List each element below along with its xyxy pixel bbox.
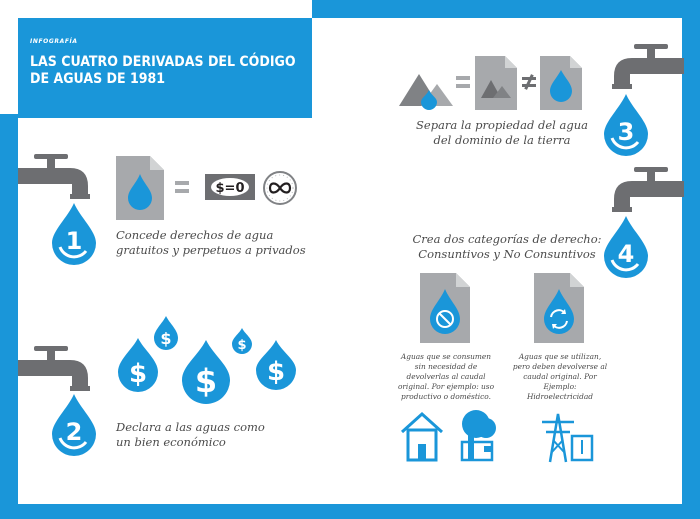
document-consumptive-icon	[420, 273, 470, 343]
frame-mid	[18, 114, 312, 118]
equals-icon	[456, 76, 470, 88]
money-drop-3	[182, 340, 230, 404]
zero-money-label: $=0	[215, 181, 245, 196]
header-kicker: INFOGRAFÍA	[30, 38, 78, 45]
money-drops-icon	[110, 310, 300, 402]
document-nonconsumptive-icon	[534, 273, 584, 343]
money-drop-4	[232, 328, 252, 354]
money-drop-5	[256, 340, 296, 390]
document-land-icon	[475, 56, 517, 110]
infinity-clock-icon	[262, 170, 298, 206]
document-drop-icon	[116, 156, 164, 220]
svg-text:$: $	[160, 329, 172, 348]
item1-caption: Concede derechos de agua gratuitos y perpetuos a privados	[116, 228, 306, 257]
svg-text:$: $	[128, 359, 148, 389]
faucet-icon	[18, 150, 98, 210]
drop-number-1-icon	[50, 203, 98, 265]
item2-caption: Declara a las aguas como un bien económico	[116, 420, 265, 449]
page-title: LAS CUATRO DERIVADAS DEL CÓDIGO DE AGUAS DE 1981	[30, 54, 296, 87]
drop-number-2-icon	[50, 394, 98, 456]
power-tower-icon	[536, 408, 596, 464]
land-drop-icon	[399, 62, 453, 106]
money-drop-2	[154, 316, 178, 350]
money-drop-1	[118, 338, 158, 392]
item2-number: 2	[65, 418, 83, 446]
frame-bottom	[0, 504, 700, 519]
svg-text:$: $	[194, 362, 218, 400]
faucet-icon	[18, 342, 98, 402]
frame-top-right	[312, 0, 700, 18]
item3-number: 3	[617, 118, 635, 146]
svg-text:$: $	[266, 357, 286, 387]
house-tree-icon	[400, 408, 500, 464]
zero-money-icon	[205, 174, 255, 200]
item4-caption: Crea dos categorías de derecho: Consuntivos y No Consuntivos	[412, 232, 602, 261]
svg-text:$: $	[237, 338, 247, 353]
faucet-icon	[604, 163, 684, 223]
consuntivos-description: Aguas que se consumen sin necesidad de devolverlas al caudal original. Por ejemplo: uso productivo o doméstico.	[397, 352, 495, 401]
item4-number: 4	[617, 240, 635, 268]
item3-caption: Separa la propiedad del agua del dominio de la tierra	[416, 118, 588, 147]
drop-number-4-icon	[602, 216, 650, 278]
drop-number-3-icon	[602, 94, 650, 156]
item1-number: 1	[65, 227, 83, 255]
no-consuntivos-description: Aguas que se utilizan, pero deben devolverse al caudal original. Por Ejemplo: Hidroelectricidad	[512, 352, 608, 401]
equals-icon	[175, 181, 189, 193]
not-equal-icon	[521, 74, 537, 90]
frame-left	[0, 114, 18, 519]
frame-right	[682, 0, 700, 519]
faucet-icon	[604, 40, 684, 100]
document-drop-icon	[540, 56, 582, 110]
